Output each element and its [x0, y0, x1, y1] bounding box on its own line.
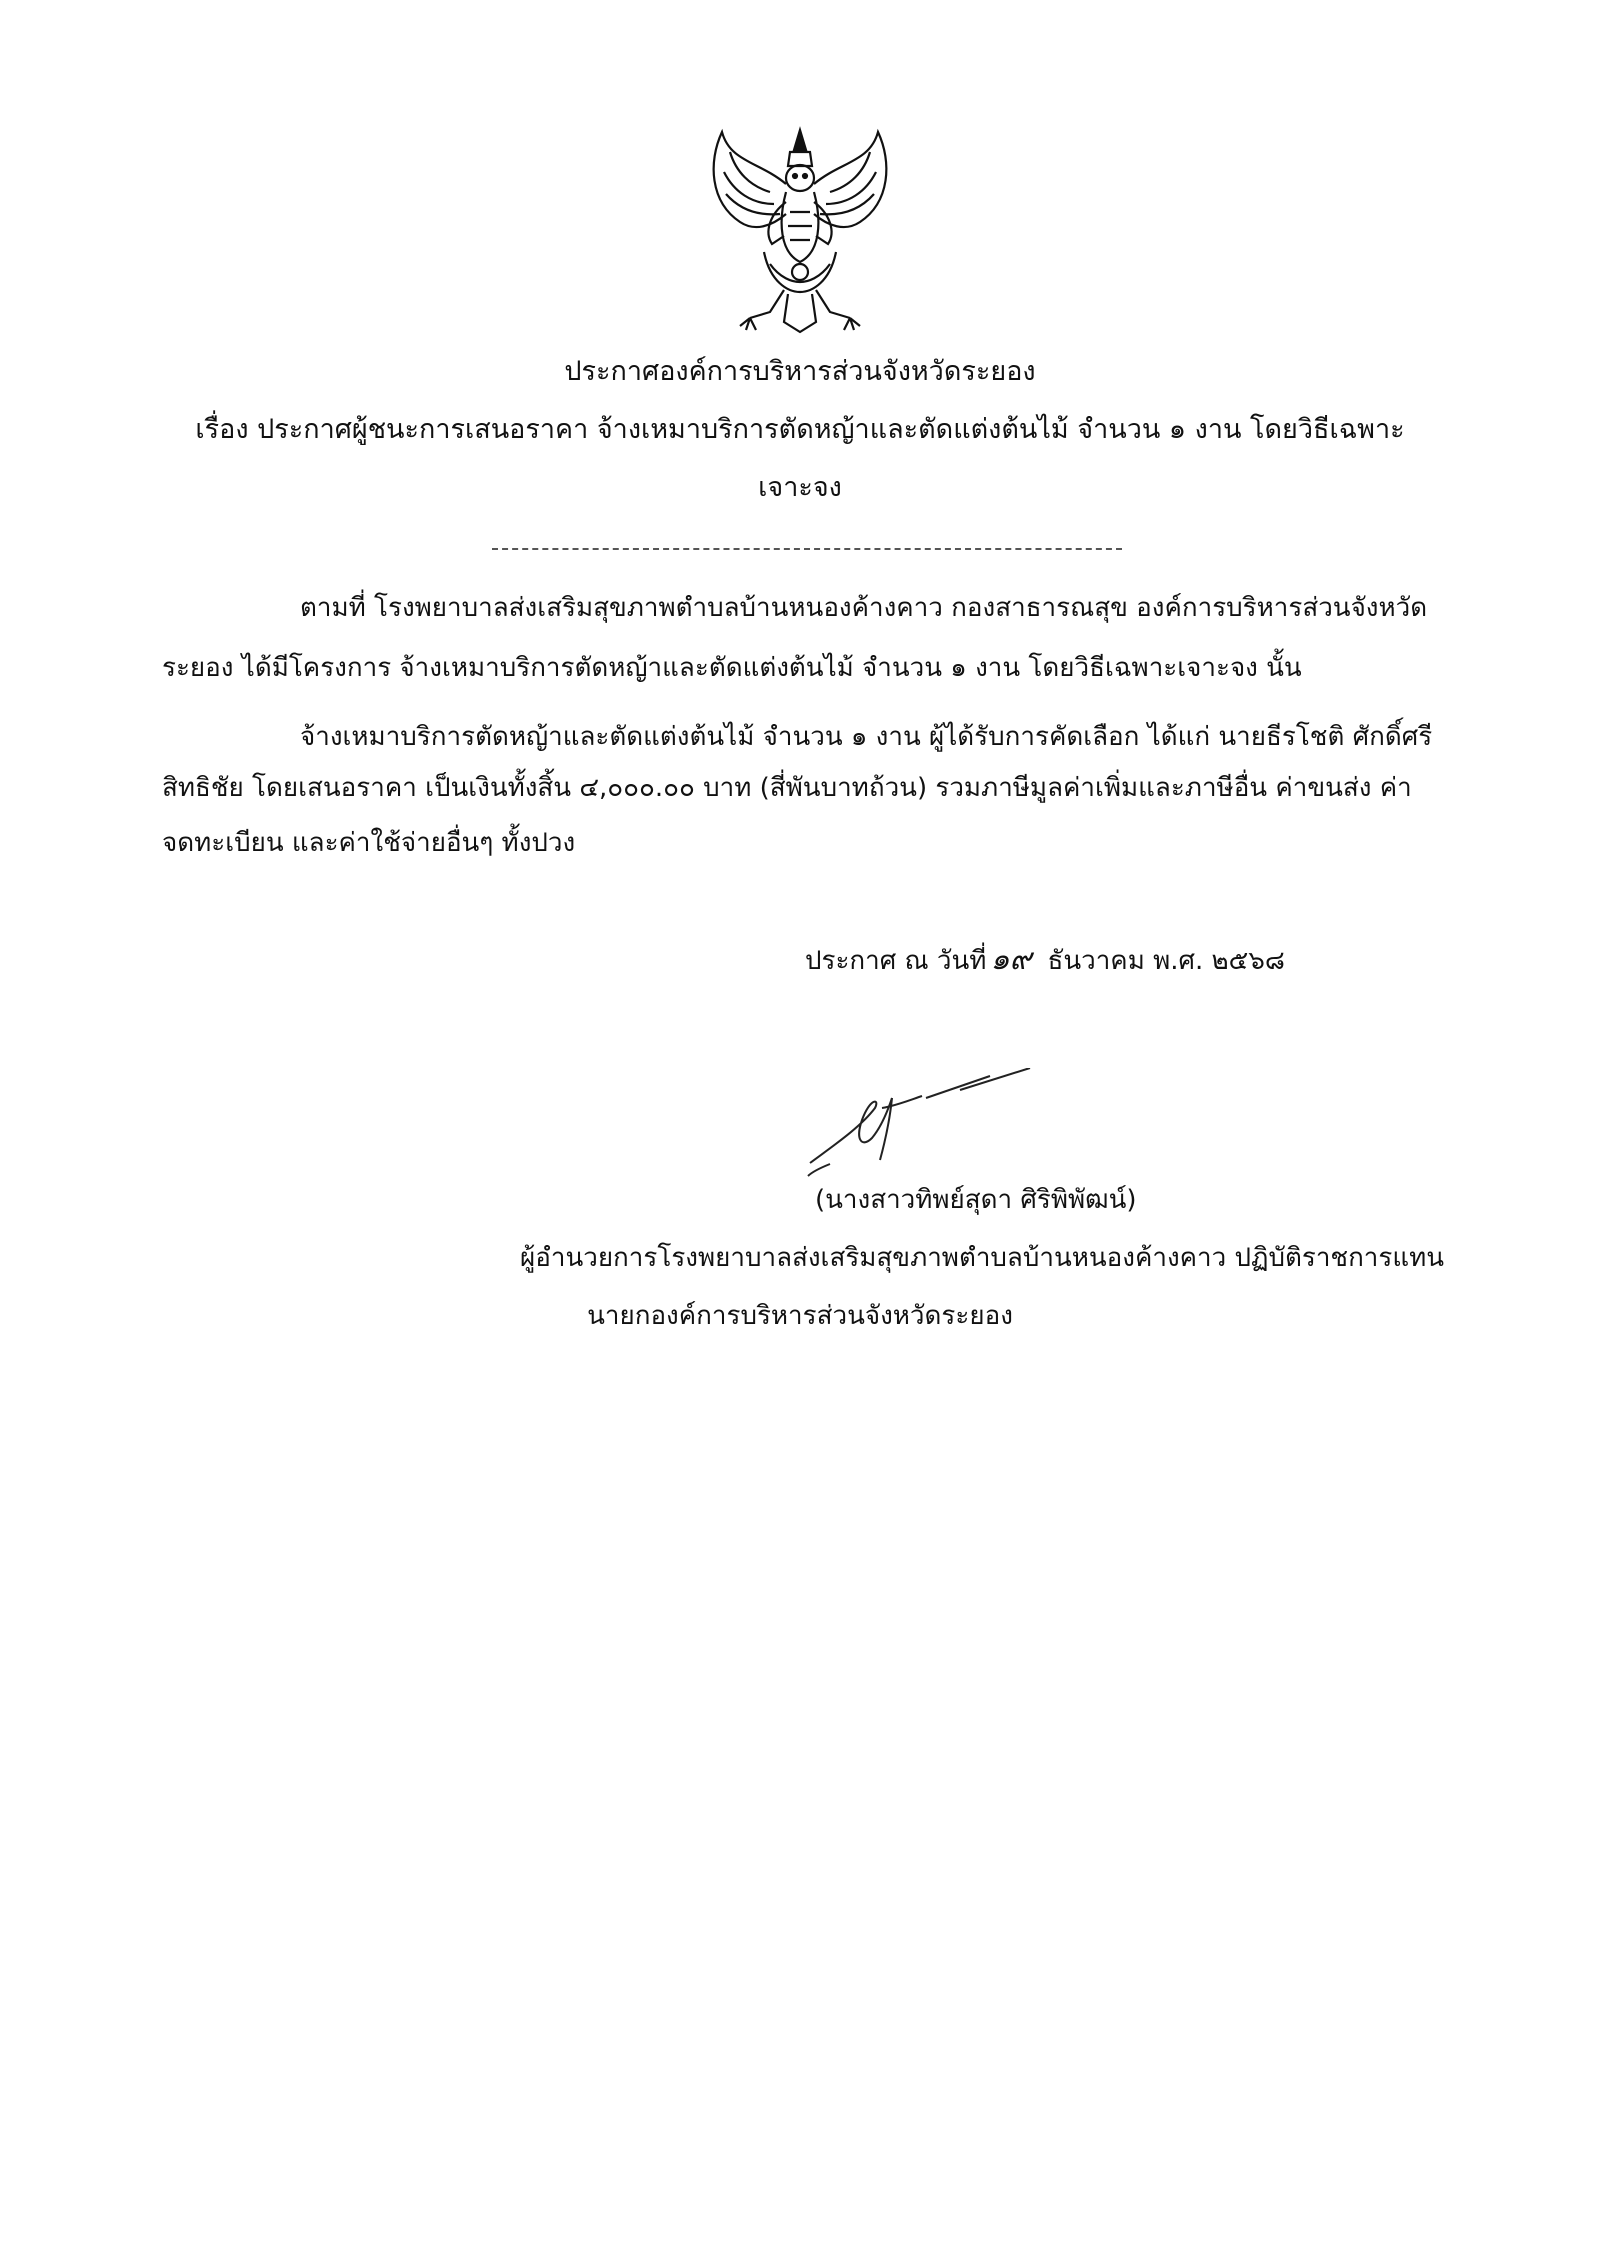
announcement-date	[805, 940, 1285, 981]
paragraph-2-line-2: สิทธิชัย โดยเสนอราคา เป็นเงินทั้งสิ้น ๔,๐๐๐.๐๐ บาท (สี่พันบาทถ้วน) รวมภาษีมูลค่าเพิ่มและภาษีอื่น ค่าขนส่ง ค่า	[162, 773, 1412, 803]
date-prefix: ประกาศ ณ วันที่	[805, 946, 987, 976]
paragraph-1-line-1: ตามที่ โรงพยาบาลส่งเสริมสุขภาพตำบลบ้านหนองค้างคาว กองสาธารณสุข องค์การบริหารส่วนจังหวัด	[300, 593, 1428, 623]
paragraph-2-line-1: จ้างเหมาบริการตัดหญ้าและตัดแต่งต้นไม้ จำนวน ๑ งาน ผู้ได้รับการคัดเลือก ได้แก่ นายธีรโชติ ศักดิ์ศรี	[300, 722, 1433, 752]
announcement-subject-continued: เจาะจง	[758, 472, 842, 503]
signatory-name: (นางสาวทิพย์สุดา ศิริพิพัฒน์)	[815, 1185, 1137, 1215]
signatory-position-continued: นายกองค์การบริหารส่วนจังหวัดระยอง	[587, 1301, 1013, 1331]
paragraph-1-line-2: ระยอง ได้มีโครงการ จ้างเหมาบริการตัดหญ้าและตัดแต่งต้นไม้ จำนวน ๑ งาน โดยวิธีเฉพาะเจาะจง นั้น	[162, 653, 1302, 683]
handwritten-signature-icon	[800, 1068, 1040, 1178]
garuda-emblem-icon	[700, 122, 900, 340]
date-day-handwritten: ๑๙	[990, 942, 1032, 977]
announcement-title: ประกาศองค์การบริหารส่วนจังหวัดระยอง	[564, 356, 1036, 387]
signatory-position: ผู้อำนวยการโรงพยาบาลส่งเสริมสุขภาพตำบลบ้านหนองค้างคาว ปฏิบัติราชการแทน	[520, 1243, 1445, 1273]
date-month-year: ธันวาคม พ.ศ. ๒๕๖๘	[1047, 946, 1285, 976]
dashed-divider	[492, 548, 1122, 550]
announcement-subject: เรื่อง ประกาศผู้ชนะการเสนอราคา จ้างเหมาบริการตัดหญ้าและตัดแต่งต้นไม้ จำนวน ๑ งาน โดยวิธีเฉพาะ	[195, 414, 1405, 445]
paragraph-2-line-3: จดทะเบียน และค่าใช้จ่ายอื่นๆ ทั้งปวง	[162, 828, 576, 858]
